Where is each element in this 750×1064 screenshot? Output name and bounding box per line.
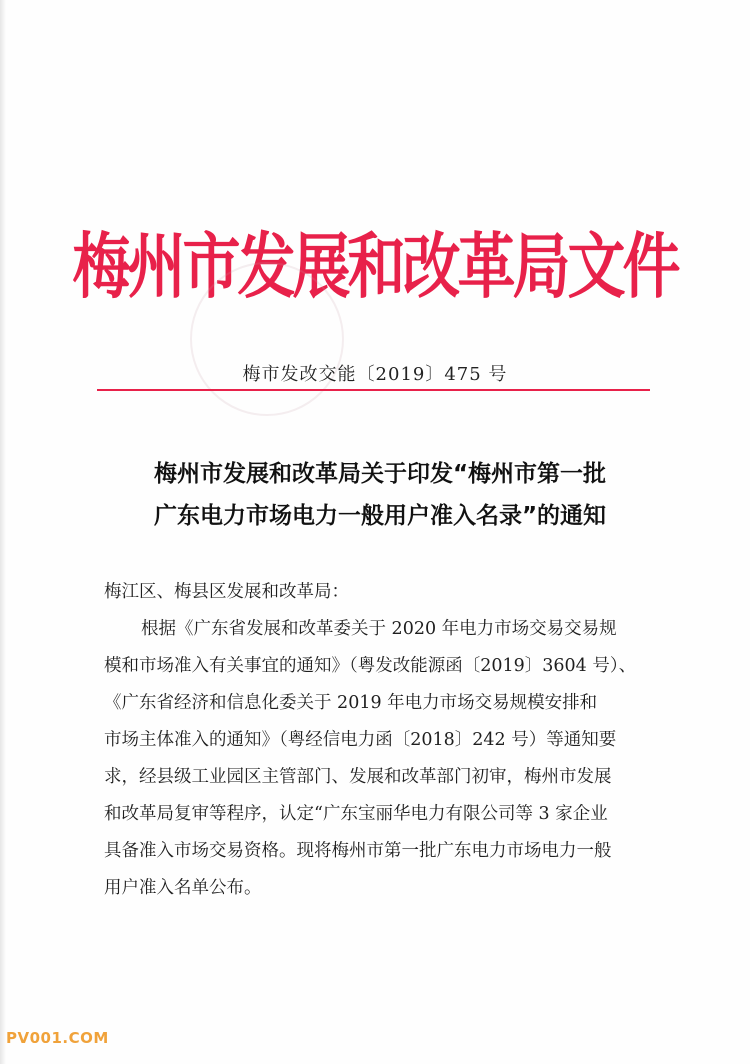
agency-header-title: 梅州市发展和改革局文件: [72, 225, 678, 309]
red-divider-line: [97, 389, 650, 391]
paragraph-line: 具备准入市场交易资格。现将梅州市第一批广东电力市场电力一般: [104, 841, 612, 861]
faint-seal-mark: [190, 262, 344, 416]
paragraph-line: 《广东省经济和信息化委关于 2019 年电力市场交易规模安排和: [104, 693, 598, 713]
paragraph-line: 市场主体准入的通知》（粤经信电力函〔2018〕242 号）等通知要: [104, 730, 617, 750]
notice-title-line-2: 广东电力市场电力一般用户准入名录”的通知: [153, 503, 607, 529]
notice-title-line-1: 梅州市发展和改革局关于印发“梅州市第一批: [153, 461, 607, 487]
scan-edge-shadow: [0, 0, 6, 1064]
notice-body: [104, 574, 664, 907]
notice-title: [95, 453, 665, 537]
paragraph-line: 模和市场准入有关事宜的通知》（粤发改能源函〔2019〕3604 号）、: [104, 656, 637, 676]
paragraph-line: 用户准入名单公布。: [104, 878, 262, 898]
paragraph-line: 和改革局复审等程序，认定“广东宝丽华电力有限公司等 3 家企业: [104, 804, 608, 824]
site-watermark: PV001.COM: [6, 1029, 109, 1047]
paragraph-line: 根据《广东省发展和改革委关于 2020 年电力市场交易交易规: [141, 619, 617, 639]
document-number: 梅市发改交能〔2019〕475 号: [242, 364, 508, 385]
salutation: 梅江区、梅县区发展和改革局：: [104, 582, 349, 602]
paragraph-line: 求，经县级工业园区主管部门、发展和改革部门初审，梅州市发展: [104, 767, 612, 787]
